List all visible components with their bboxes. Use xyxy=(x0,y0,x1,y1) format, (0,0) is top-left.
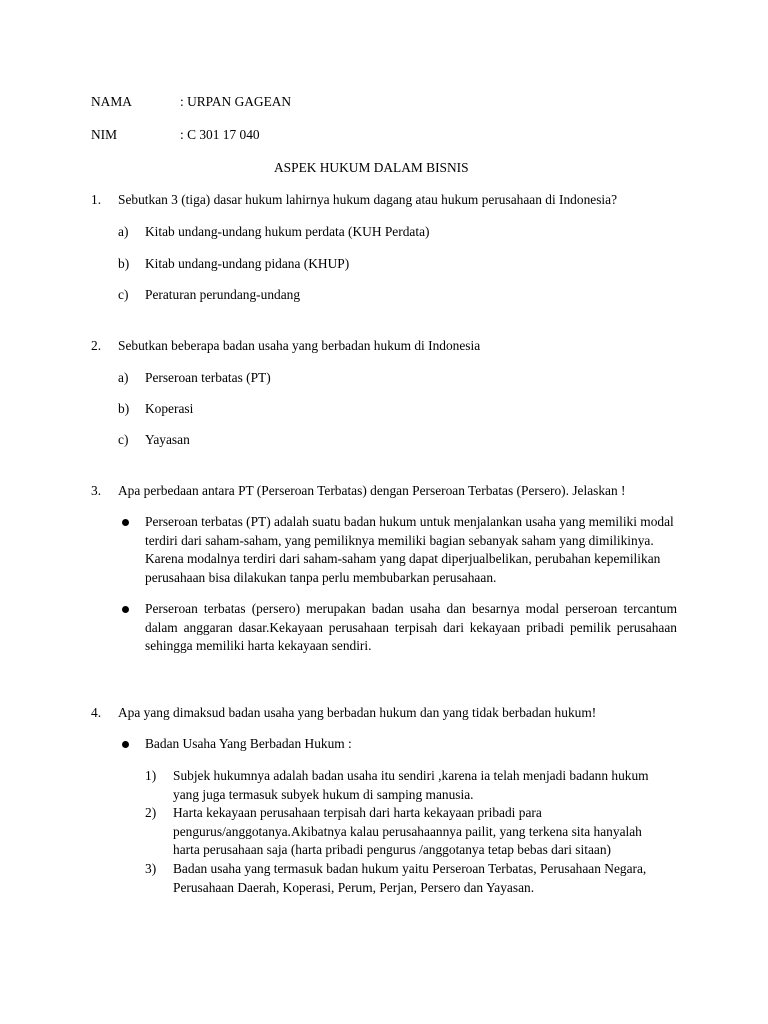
answer-text: Yayasan xyxy=(145,432,190,447)
item-marker: 3) xyxy=(145,861,157,876)
bullet-heading: Badan Usaha Yang Berbadan Hukum : xyxy=(145,736,352,751)
name-value: : URPAN GAGEAN xyxy=(180,94,292,109)
bullet-paragraph: Perseroan terbatas (PT) adalah suatu badan hukum untuk menjalankan usaha yang memiliki modal terdiri dari saham-saham, yang pemiliknya memiliki bagian sebanyak saham yang dimilikinya. Karena modalnya terdiri dari saham-saham yang dapat diperjualbelikan, perubahan kepemilikan perusahaan bisa dilakukan tanpa perlu membubarkan perusahaan. xyxy=(145,514,674,585)
question-text: Sebutkan beberapa badan usaha yang berbadan hukum di Indonesia xyxy=(118,338,481,353)
answer-text: Kitab undang-undang pidana (KHUP) xyxy=(145,256,350,271)
question-number: 4. xyxy=(91,705,102,720)
answer-marker: a) xyxy=(118,224,129,239)
nim-label: NIM xyxy=(91,127,118,142)
question-number: 1. xyxy=(91,192,102,207)
bullet-icon xyxy=(122,606,129,613)
bullet-icon xyxy=(122,519,129,526)
question-text: Apa yang dimaksud badan usaha yang berbadan hukum dan yang tidak berbadan hukum! xyxy=(118,705,597,720)
item-marker: 2) xyxy=(145,805,157,820)
document-title: ASPEK HUKUM DALAM BISNIS xyxy=(274,160,469,175)
question-number: 3. xyxy=(91,483,102,498)
answer-text: Kitab undang-undang hukum perdata (KUH Perdata) xyxy=(145,224,430,239)
bullet-paragraph: Perseroan terbatas (persero) merupakan badan usaha dan besarnya modal perseroan tercantum dalam anggaran dasar.Kekayaan perusahaan terpisah dari kekayaan pribadi pemilik perusahaan sehingga memiliki harta kekayaan sendiri. xyxy=(145,601,677,653)
answer-text: Koperasi xyxy=(145,401,194,416)
item-text: Subjek hukumnya adalah badan usaha itu sendiri ,karena ia telah menjadi badann hukum yang juga termasuk subyek hukum di samping manusia. xyxy=(173,768,649,802)
item-text: Harta kekayaan perusahaan terpisah dari harta kekayaan pribadi para pengurus/anggotanya.Akibatnya kalau perusahaannya pailit, yang terkena sita hanyalah harta perusahaan saja (harta pribadi pengurus /anggotanya tetap bebas dari sitaan) xyxy=(173,805,642,857)
question-text: Apa perbedaan antara PT (Perseroan Terbatas) dengan Perseroan Terbatas (Persero). Jelaskan ! xyxy=(118,483,626,498)
nim-value: : C 301 17 040 xyxy=(180,127,260,142)
item-marker: 1) xyxy=(145,768,157,783)
question-number: 2. xyxy=(91,338,102,353)
bullet-icon xyxy=(122,741,129,748)
answer-marker: b) xyxy=(118,401,130,416)
answer-marker: b) xyxy=(118,256,130,271)
question-text: Sebutkan 3 (tiga) dasar hukum lahirnya hukum dagang atau hukum perusahaan di Indonesia? xyxy=(118,192,618,207)
answer-text: Peraturan perundang-undang xyxy=(145,287,301,302)
name-label: NAMA xyxy=(91,94,132,109)
item-text: Badan usaha yang termasuk badan hukum yaitu Perseroan Terbatas, Perusahaan Negara, Perusahaan Daerah, Koperasi, Perum, Perjan, Persero dan Yayasan. xyxy=(173,861,647,895)
answer-marker: c) xyxy=(118,287,129,302)
answer-text: Perseroan terbatas (PT) xyxy=(145,370,271,385)
answer-marker: c) xyxy=(118,432,129,447)
answer-marker: a) xyxy=(118,370,129,385)
